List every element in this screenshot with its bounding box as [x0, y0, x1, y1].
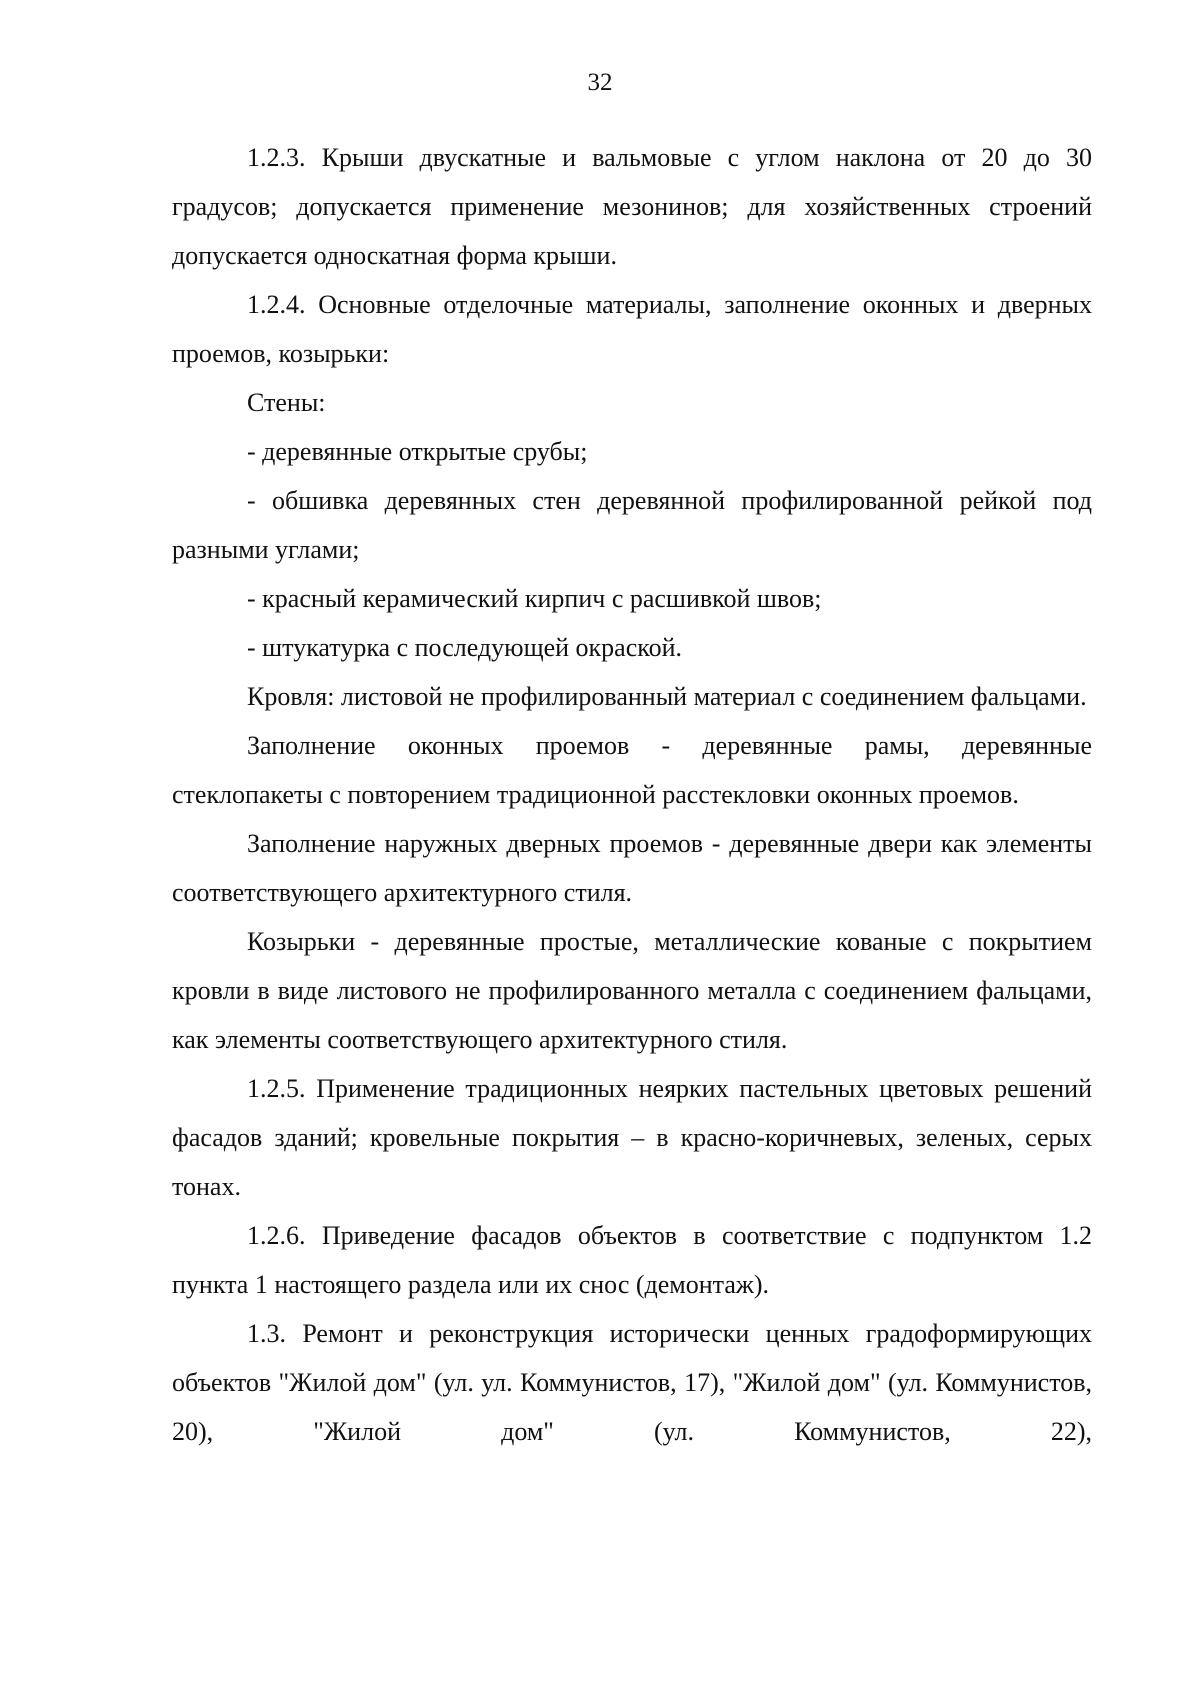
paragraph-canopies: Козырьки - деревянные простые, металлические кованые с покрытием кровли в виде листового не профилированного металла с соединением фальцами, как элементы соответствующего архитектурного стиля. [172, 927, 1092, 1054]
paragraph-walls-heading: Стены: [247, 388, 326, 417]
paragraph-1-2-4: 1.2.4. Основные отделочные материалы, заполнение оконных и дверных проемов, козырьки: [172, 290, 1092, 368]
paragraph-1-3: 1.3. Ремонт и реконструкция исторически ценных градоформирующих объектов "Жилой дом" (ул. ул. Коммунистов, 17), "Жилой дом" (ул. Коммунистов, 20), "Жилой дом" (ул. Коммунистов, 22), [172, 1319, 1092, 1446]
list-item-wooden-logs: - деревянные открытые срубы; [247, 437, 588, 466]
list-item-red-brick: - красный керамический кирпич с расшивкой швов; [247, 584, 822, 613]
paragraph-1-2-5: 1.2.5. Применение традиционных неярких пастельных цветовых решений фасадов зданий; кровельные покрытия – в красно-коричневых, зеленых, серых тонах. [172, 1074, 1092, 1201]
paragraph-1-2-6: 1.2.6. Приведение фасадов объектов в соответствие с подпунктом 1.2 пункта 1 настоящего раздела или их снос (демонтаж). [172, 1221, 1092, 1299]
list-item-plaster: - штукатурка с последующей окраской. [247, 633, 682, 662]
paragraph-1-2-3: 1.2.3. Крыши двускатные и вальмовые с углом наклона от 20 до 30 градусов; допускается применение мезонинов; для хозяйственных строений допускается односкатная форма крыши. [172, 143, 1092, 270]
paragraph-roofing: Кровля: листовой не профилированный материал с соединением фальцами. [247, 682, 1087, 711]
document-body [172, 133, 1092, 1456]
list-item-wood-cladding: - обшивка деревянных стен деревянной профилированной рейкой под разными углами; [172, 486, 1092, 564]
paragraph-door-openings: Заполнение наружных дверных проемов - деревянные двери как элементы соответствующего архитектурного стиля. [172, 829, 1092, 907]
paragraph-window-openings: Заполнение оконных проемов - деревянные рамы, деревянные стеклопакеты с повторением традиционной расстекловки оконных проемов. [172, 731, 1092, 809]
page-number: 32 [587, 69, 613, 96]
